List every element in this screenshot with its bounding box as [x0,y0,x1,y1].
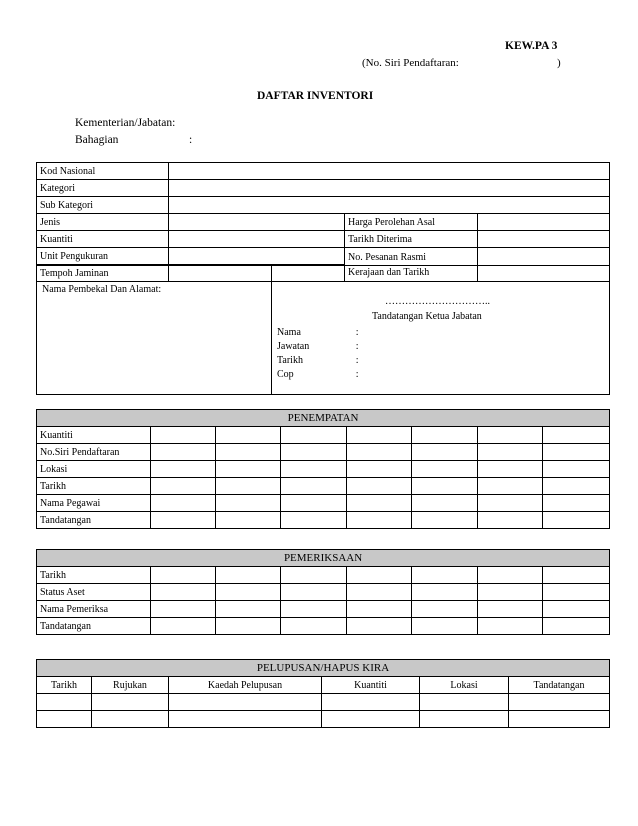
cell[interactable] [420,694,509,711]
cell[interactable] [151,495,216,512]
cell[interactable] [543,444,610,461]
table-row [37,197,610,214]
cell[interactable] [281,618,347,635]
cell[interactable] [412,618,478,635]
cell[interactable] [281,601,347,618]
cell[interactable] [37,694,92,711]
table-row [37,694,610,711]
cell[interactable] [169,694,322,711]
signature-line[interactable]: ………………………….. [385,296,490,307]
kuantiti-label: Kuantiti [37,231,169,248]
table-row [37,248,610,265]
cell[interactable] [412,427,478,444]
division-colon: : [189,134,193,146]
cell[interactable] [412,478,478,495]
penempatan-header: PENEMPATAN [37,410,610,427]
table-row [37,512,610,529]
cell[interactable] [347,495,412,512]
tarikh-label: Tarikh [277,355,303,366]
row-label: Tarikh [37,567,151,584]
tempoh-jaminan-label: Tempoh Jaminan [37,265,169,282]
table-row [37,231,610,248]
cell[interactable] [169,711,322,728]
jawatan-label: Jawatan [277,341,310,352]
pemeriksaan-table [36,549,610,635]
cell[interactable] [151,601,216,618]
jenis-label: Jenis [37,214,169,231]
pelupusan-header: PELUPUSAN/HAPUS KIRA [37,660,610,677]
table-row [277,326,377,340]
cell[interactable] [92,694,169,711]
colon: : [355,355,359,366]
cell[interactable] [543,618,610,635]
cell[interactable] [543,512,610,529]
pemeriksaan-header: PEMERIKSAAN [37,550,610,567]
no-pesanan-line1: No. Pesanan Rasmi [348,251,427,263]
cell[interactable] [347,461,412,478]
kuantiti-field[interactable] [169,231,345,248]
cell[interactable] [412,444,478,461]
kod-nasional-field[interactable] [169,163,610,180]
penempatan-table [36,409,610,529]
cell[interactable] [543,461,610,478]
cell[interactable] [216,495,281,512]
cell[interactable] [151,461,216,478]
harga-perolehan-field[interactable] [478,214,610,231]
cell[interactable] [322,694,420,711]
column-header-kuantiti: Kuantiti [322,677,420,694]
table-row [37,601,610,618]
cell[interactable] [216,584,281,601]
cell[interactable] [347,584,412,601]
tarikh-diterima-label: Tarikh Diterima [345,231,478,248]
cell[interactable] [478,461,543,478]
table-row [277,368,377,382]
cell[interactable] [37,711,92,728]
cell[interactable] [478,567,543,584]
cell[interactable] [151,444,216,461]
cell[interactable] [478,512,543,529]
cell[interactable] [347,601,412,618]
table-row [277,340,377,354]
cell[interactable] [412,461,478,478]
cell[interactable] [281,567,347,584]
cell[interactable] [543,584,610,601]
kod-nasional-label: Kod Nasional [37,163,169,180]
unit-pengukuran-label: Unit Pengukuran [37,248,169,265]
cell[interactable] [412,512,478,529]
asset-details-table [36,162,610,282]
ministry-label: Kementerian/Jabatan: [75,117,176,129]
cell[interactable] [281,512,347,529]
colon: : [355,341,359,352]
cell[interactable] [92,711,169,728]
cell[interactable] [322,711,420,728]
column-header-tarikh: Tarikh [37,677,92,694]
cell[interactable] [216,601,281,618]
cop-label: Cop [277,369,294,380]
cell[interactable] [151,478,216,495]
kategori-label: Kategori [37,180,169,197]
cell[interactable] [347,478,412,495]
cell[interactable] [216,461,281,478]
cell[interactable] [412,584,478,601]
cell[interactable] [478,427,543,444]
column-header-kaedah: Kaedah Pelupusan [169,677,322,694]
cell[interactable] [151,584,216,601]
division-label: Bahagian [75,134,119,146]
cell[interactable] [347,427,412,444]
column-header-lokasi: Lokasi [420,677,509,694]
sub-kategori-label: Sub Kategori [37,197,169,214]
table-row [37,461,610,478]
cell[interactable] [478,444,543,461]
cell[interactable] [478,601,543,618]
form-code: KEW.PA 3 [505,40,558,52]
row-label: Tandatangan [37,618,151,635]
cell[interactable] [347,618,412,635]
sub-kategori-field[interactable] [169,197,610,214]
cell[interactable] [347,444,412,461]
nama-label: Nama [277,327,301,338]
table-row [37,618,610,635]
cell[interactable] [216,478,281,495]
table-row [37,163,610,180]
harga-perolehan-label: Harga Perolehan Asal [345,214,478,231]
cell[interactable] [543,601,610,618]
cell[interactable] [216,567,281,584]
cell[interactable] [281,444,347,461]
cell[interactable] [543,427,610,444]
cell[interactable] [347,512,412,529]
row-label: Tarikh [37,478,151,495]
cell[interactable] [543,495,610,512]
row-label: Nama Pemeriksa [37,601,151,618]
table-row [37,180,610,197]
signatory-fields [277,326,377,382]
jenis-field[interactable] [169,214,345,231]
cell[interactable] [420,711,509,728]
table-row [37,677,610,694]
table-row [37,584,610,601]
supplier-divider [271,265,272,395]
pelupusan-table [36,659,610,728]
signature-caption: Tandatangan Ketua Jabatan [372,311,482,322]
row-label: Status Aset [37,584,151,601]
document-title: DAFTAR INVENTORI [257,90,374,102]
cell[interactable] [281,495,347,512]
cell[interactable] [151,567,216,584]
table-row [37,444,610,461]
registration-number-close: ) [557,57,561,69]
cell[interactable] [478,478,543,495]
registration-number-label: (No. Siri Pendaftaran: [362,57,459,69]
unit-pengukuran-field[interactable] [169,248,345,265]
cell[interactable] [543,478,610,495]
colon: : [355,327,359,338]
cell[interactable] [151,618,216,635]
cell[interactable] [509,711,610,728]
cell[interactable] [478,495,543,512]
cell[interactable] [347,567,412,584]
cell[interactable] [509,694,610,711]
cell[interactable] [478,618,543,635]
column-header-tandatangan: Tandatangan [509,677,610,694]
table-row [37,495,610,512]
cell[interactable] [478,584,543,601]
cell[interactable] [281,461,347,478]
row-label: No.Siri Pendaftaran [37,444,151,461]
cell[interactable] [151,512,216,529]
cell[interactable] [151,427,216,444]
row-label: Lokasi [37,461,151,478]
table-row [37,427,610,444]
table-row [37,478,610,495]
cell[interactable] [412,567,478,584]
cell[interactable] [412,495,478,512]
cell[interactable] [216,444,281,461]
supplier-label: Nama Pembekal Dan Alamat: [42,284,162,295]
table-row [37,214,610,231]
tarikh-diterima-field[interactable] [478,231,610,248]
row-label: Tandatangan [37,512,151,529]
cell[interactable] [216,427,281,444]
row-label: Kuantiti [37,427,151,444]
kategori-field[interactable] [169,180,610,197]
no-pesanan-line2: Kerajaan dan Tarikh [348,266,430,278]
table-row [277,354,377,368]
table-row [37,711,610,728]
cell[interactable] [216,512,281,529]
column-header-rujukan: Rujukan [92,677,169,694]
row-label: Nama Pegawai [37,495,151,512]
cell[interactable] [281,584,347,601]
cell[interactable] [412,601,478,618]
table-row [37,567,610,584]
cell[interactable] [543,567,610,584]
colon: : [355,369,359,380]
cell[interactable] [281,478,347,495]
cell[interactable] [216,618,281,635]
cell[interactable] [281,427,347,444]
